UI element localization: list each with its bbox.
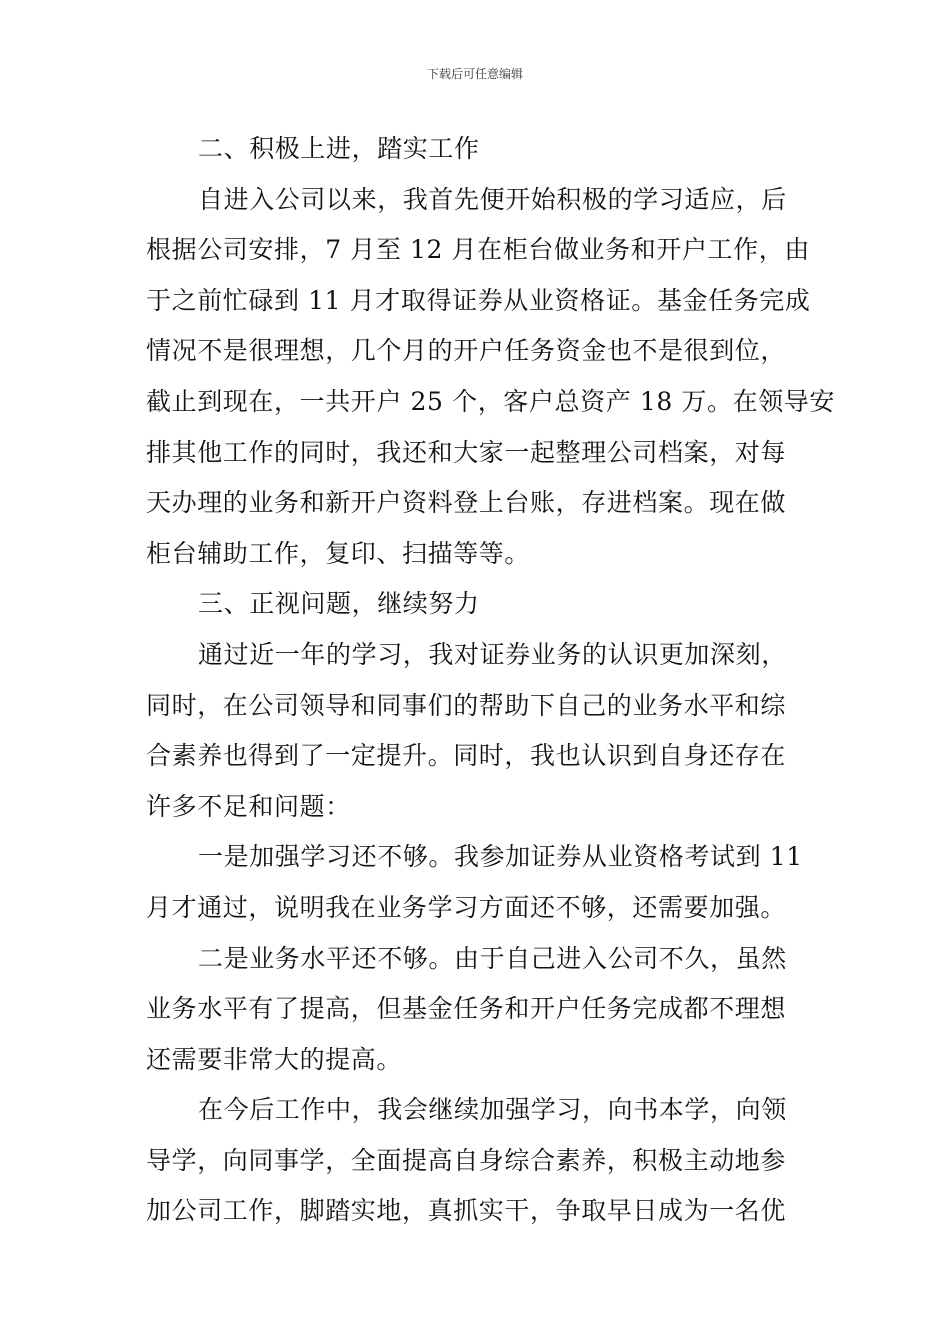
text-line: 天办理的业务和新开户资料登上台账，存进档案。现在做 [146, 488, 787, 518]
text-line: 于之前忙碌到 11 月才取得证券从业资格证。基金任务完成 [146, 285, 811, 315]
text-line: 截止到现在，一共开户 25 个，客户总资产 18 万。在领导安 [146, 386, 836, 416]
page-header-note: 下载后可任意编辑 [426, 67, 523, 81]
text-line: 情况不是很理想，几个月的开户任务资金也不是很到位， [146, 336, 787, 366]
section-heading [146, 124, 811, 175]
text-line: 同时，在公司领导和同事们的帮助下自己的业务水平和综 [146, 690, 787, 720]
text-line: 根据公司安排，7 月至 12 月在柜台做业务和开户工作，由 [146, 235, 810, 265]
text-line: 在今后工作中，我会继续加强学习，向书本学，向领 [198, 1095, 787, 1125]
text-line: 合素养也得到了一定提升。同时，我也认识到自身还存在 [146, 741, 787, 771]
section-heading [146, 579, 811, 630]
text-line: 加公司工作，脚踏实地，真抓实干，争取早日成为一名优 [146, 1196, 787, 1226]
text-line: 二是业务水平还不够。由于自己进入公司不久，虽然 [198, 943, 787, 973]
text-line: 业务水平有了提高，但基金任务和开户任务完成都不理想 [146, 994, 787, 1024]
text-line: 三、正视问题，继续努力 [198, 589, 480, 619]
text-line: 还需要非常大的提高。 [146, 1044, 403, 1074]
document-body [146, 124, 836, 1237]
paragraph [146, 1085, 811, 1237]
text-line: 一是加强学习还不够。我参加证券从业资格考试到 11 [198, 842, 803, 872]
text-line: 通过近一年的学习，我对证券业务的认识更加深刻， [198, 639, 787, 669]
text-line: 月才通过，说明我在业务学习方面还不够，还需要加强。 [146, 892, 787, 922]
text-line: 二、积极上进，踏实工作 [198, 134, 480, 163]
paragraph [146, 934, 811, 1086]
text-line: 导学，向同事学，全面提高自身综合素养，积极主动地参 [146, 1145, 787, 1175]
text-line: 自进入公司以来，我首先便开始积极的学习适应，后 [198, 184, 787, 214]
paragraph [146, 832, 811, 933]
text-line: 排其他工作的同时，我还和大家一起整理公司档案，对每 [146, 437, 787, 467]
paragraph [146, 175, 836, 580]
text-line: 柜台辅助工作，复印、扫描等等。 [146, 538, 531, 568]
paragraph [146, 630, 811, 832]
text-line: 许多不足和问题： [146, 791, 351, 821]
